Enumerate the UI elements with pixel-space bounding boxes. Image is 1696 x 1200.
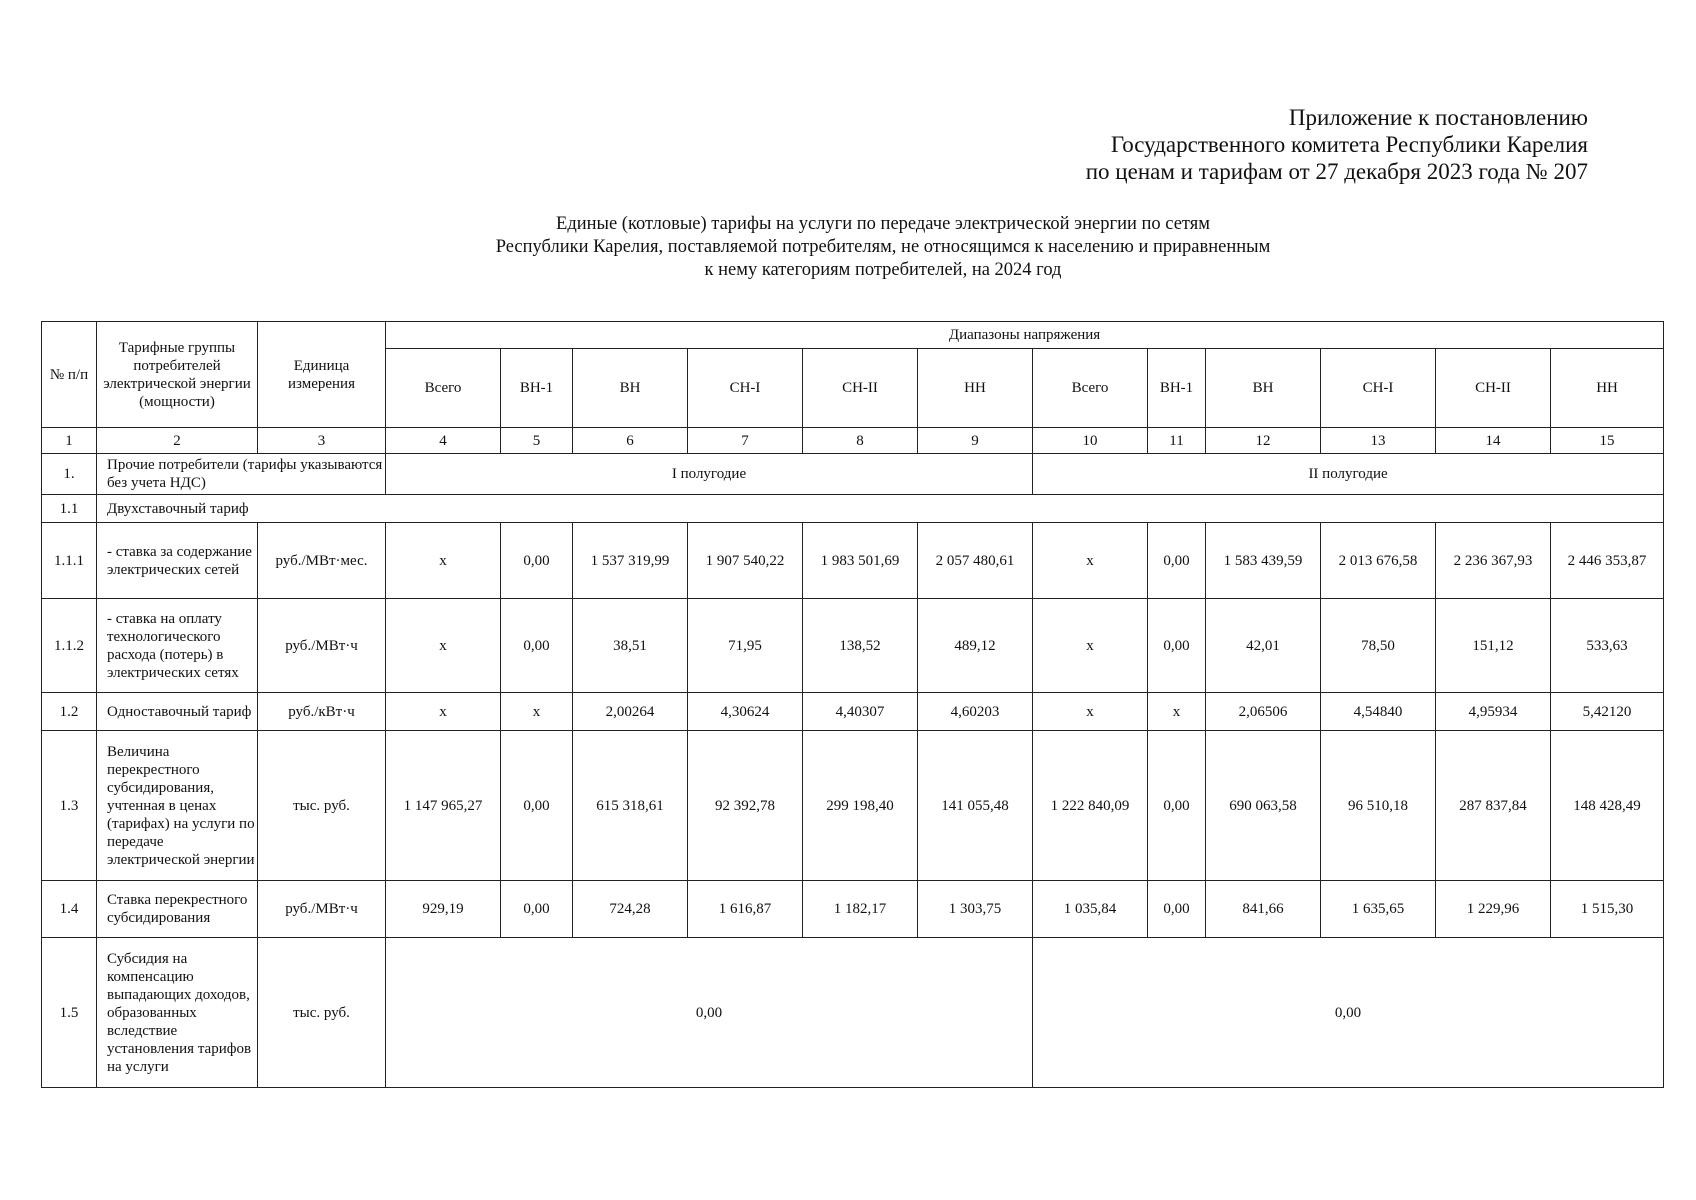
row-value: 929,19 [386,881,501,938]
row-value: 1 537 319,99 [573,523,688,599]
row-value: 841,66 [1206,881,1321,938]
row-value: 0,00 [501,599,573,693]
title-line: Республики Карелия, поставляемой потребителям, не относящимся к населению и приравненным [495,237,1271,257]
col-number: 15 [1551,428,1664,454]
table-row [42,693,1664,731]
row-unit: тыс. руб. [258,731,386,881]
row-value: 78,50 [1321,599,1436,693]
voltage-col: СН-I [1321,349,1436,428]
row-value: х [1033,693,1148,731]
row-value: 148 428,49 [1551,731,1664,881]
table-row [42,731,1664,881]
row-value: 1 907 540,22 [688,523,803,599]
row-value: 0,00 [1148,523,1206,599]
row-num: 1.2 [42,693,97,731]
col-number: 14 [1436,428,1551,454]
row-value: 0,00 [1148,881,1206,938]
row-value: 1 035,84 [1033,881,1148,938]
voltage-col: СН-I [688,349,803,428]
row-label: - ставка за содержание электрических сетей [97,523,258,599]
table-row [42,881,1664,938]
row-value: 2 013 676,58 [1321,523,1436,599]
row-value: 0,00 [1148,599,1206,693]
col-number: 4 [386,428,501,454]
row-value: 1 983 501,69 [803,523,918,599]
row-num: 1.1 [42,495,97,523]
half-year-1-value: 0,00 [386,938,1033,1088]
col-number: 3 [258,428,386,454]
row-label: Ставка перекрестного субсидирования [97,881,258,938]
half-year-2-value: 0,00 [1033,938,1664,1088]
column-numbers-row [42,428,1664,454]
voltage-col: НН [1551,349,1664,428]
tariff-table [41,321,1664,1088]
row-value: 38,51 [573,599,688,693]
row-value: х [386,599,501,693]
decree-line: Государственного комитета Республики Карелия [1110,132,1588,157]
row-value: 1 616,87 [688,881,803,938]
title-line: к нему категориям потребителей, на 2024 год [704,260,1062,280]
half-year-1: I полугодие [386,454,1033,495]
row-value: х [501,693,573,731]
row-value: 1 182,17 [803,881,918,938]
col-number: 5 [501,428,573,454]
row-value: 71,95 [688,599,803,693]
voltage-col: Всего [1033,349,1148,428]
row-value: 615 318,61 [573,731,688,881]
voltage-col: ВН [573,349,688,428]
title-line: Единые (котловые) тарифы на услуги по передаче электрической энергии по сетям [556,214,1210,234]
header-row-1 [42,322,1664,349]
row-value: 2 057 480,61 [918,523,1033,599]
col-number: 6 [573,428,688,454]
table-row-1-5 [42,938,1664,1088]
section-row-two-rate [42,495,1664,523]
row-label: - ставка на оплату технологического расхода (потерь) в электрических сетях [97,599,258,693]
col-number: 7 [688,428,803,454]
row-num: 1.1.2 [42,599,97,693]
row-value: 2,06506 [1206,693,1321,731]
section-row-other-consumers [42,454,1664,495]
header-unit: Единица измерения [258,322,386,428]
row-value: 4,40307 [803,693,918,731]
row-value: 287 837,84 [1436,731,1551,881]
col-number: 9 [918,428,1033,454]
row-value: 141 055,48 [918,731,1033,881]
row-label: Одноставочный тариф [97,693,258,731]
col-number: 11 [1148,428,1206,454]
row-value: 92 392,78 [688,731,803,881]
row-value: 299 198,40 [803,731,918,881]
row-value: 1 303,75 [918,881,1033,938]
col-number: 1 [42,428,97,454]
col-number: 12 [1206,428,1321,454]
row-value: 138,52 [803,599,918,693]
row-value: х [1148,693,1206,731]
voltage-col: ВН-1 [1148,349,1206,428]
row-label: Двухставочный тариф [97,495,1664,523]
row-unit: руб./МВт·ч [258,881,386,938]
row-value: 0,00 [1148,731,1206,881]
voltage-col: ВН-1 [501,349,573,428]
row-value: 1 583 439,59 [1206,523,1321,599]
row-num: 1.5 [42,938,97,1088]
voltage-col: СН-II [803,349,918,428]
decree-reference [1086,104,1588,185]
row-value: 2,00264 [573,693,688,731]
row-value: 724,28 [573,881,688,938]
header-group: Тарифные группы потребителей электрической энергии (мощности) [97,322,258,428]
row-value: 1 147 965,27 [386,731,501,881]
row-value: 1 222 840,09 [1033,731,1148,881]
row-label: Прочие потребители (тарифы указываются без учета НДС) [97,454,386,495]
row-unit: руб./кВт·ч [258,693,386,731]
header-voltage-ranges: Диапазоны напряжения [386,322,1664,349]
table-row [42,599,1664,693]
row-unit: руб./МВт·ч [258,599,386,693]
header-num: № п/п [42,322,97,428]
row-value: 690 063,58 [1206,731,1321,881]
document-title [0,213,1696,282]
voltage-col: СН-II [1436,349,1551,428]
row-value: 0,00 [501,731,573,881]
row-value: 0,00 [501,523,573,599]
row-value: 2 446 353,87 [1551,523,1664,599]
row-value: 4,30624 [688,693,803,731]
col-number: 10 [1033,428,1148,454]
row-value: 489,12 [918,599,1033,693]
row-value: 1 515,30 [1551,881,1664,938]
decree-line: Приложение к постановлению [1288,105,1588,130]
row-value: 1 229,96 [1436,881,1551,938]
row-value: 4,54840 [1321,693,1436,731]
row-num: 1. [42,454,97,495]
col-number: 8 [803,428,918,454]
row-value: 5,42120 [1551,693,1664,731]
table-row [42,523,1664,599]
row-value: 2 236 367,93 [1436,523,1551,599]
voltage-col: Всего [386,349,501,428]
voltage-col: ВН [1206,349,1321,428]
half-year-2: II полугодие [1033,454,1664,495]
row-value: 151,12 [1436,599,1551,693]
row-unit: руб./МВт·мес. [258,523,386,599]
row-label: Субсидия на компенсацию выпадающих доходов, образованных вследствие установления тарифов на услуги [97,938,258,1088]
row-value: х [386,523,501,599]
row-value: 4,60203 [918,693,1033,731]
row-unit: тыс. руб. [258,938,386,1088]
row-value: 4,95934 [1436,693,1551,731]
voltage-col: НН [918,349,1033,428]
col-number: 2 [97,428,258,454]
row-value: 0,00 [501,881,573,938]
row-label: Величина перекрестного субсидирования, учтенная в ценах (тарифах) на услуги по передаче электрической энергии [97,731,258,881]
row-num: 1.3 [42,731,97,881]
col-number: 13 [1321,428,1436,454]
row-value: 96 510,18 [1321,731,1436,881]
row-value: х [386,693,501,731]
row-value: 1 635,65 [1321,881,1436,938]
row-num: 1.1.1 [42,523,97,599]
tariff-data-rows [42,523,1664,938]
row-value: х [1033,599,1148,693]
row-num: 1.4 [42,881,97,938]
row-value: 533,63 [1551,599,1664,693]
row-value: 42,01 [1206,599,1321,693]
row-value: х [1033,523,1148,599]
decree-line: по ценам и тарифам от 27 декабря 2023 года № 207 [1085,159,1588,184]
